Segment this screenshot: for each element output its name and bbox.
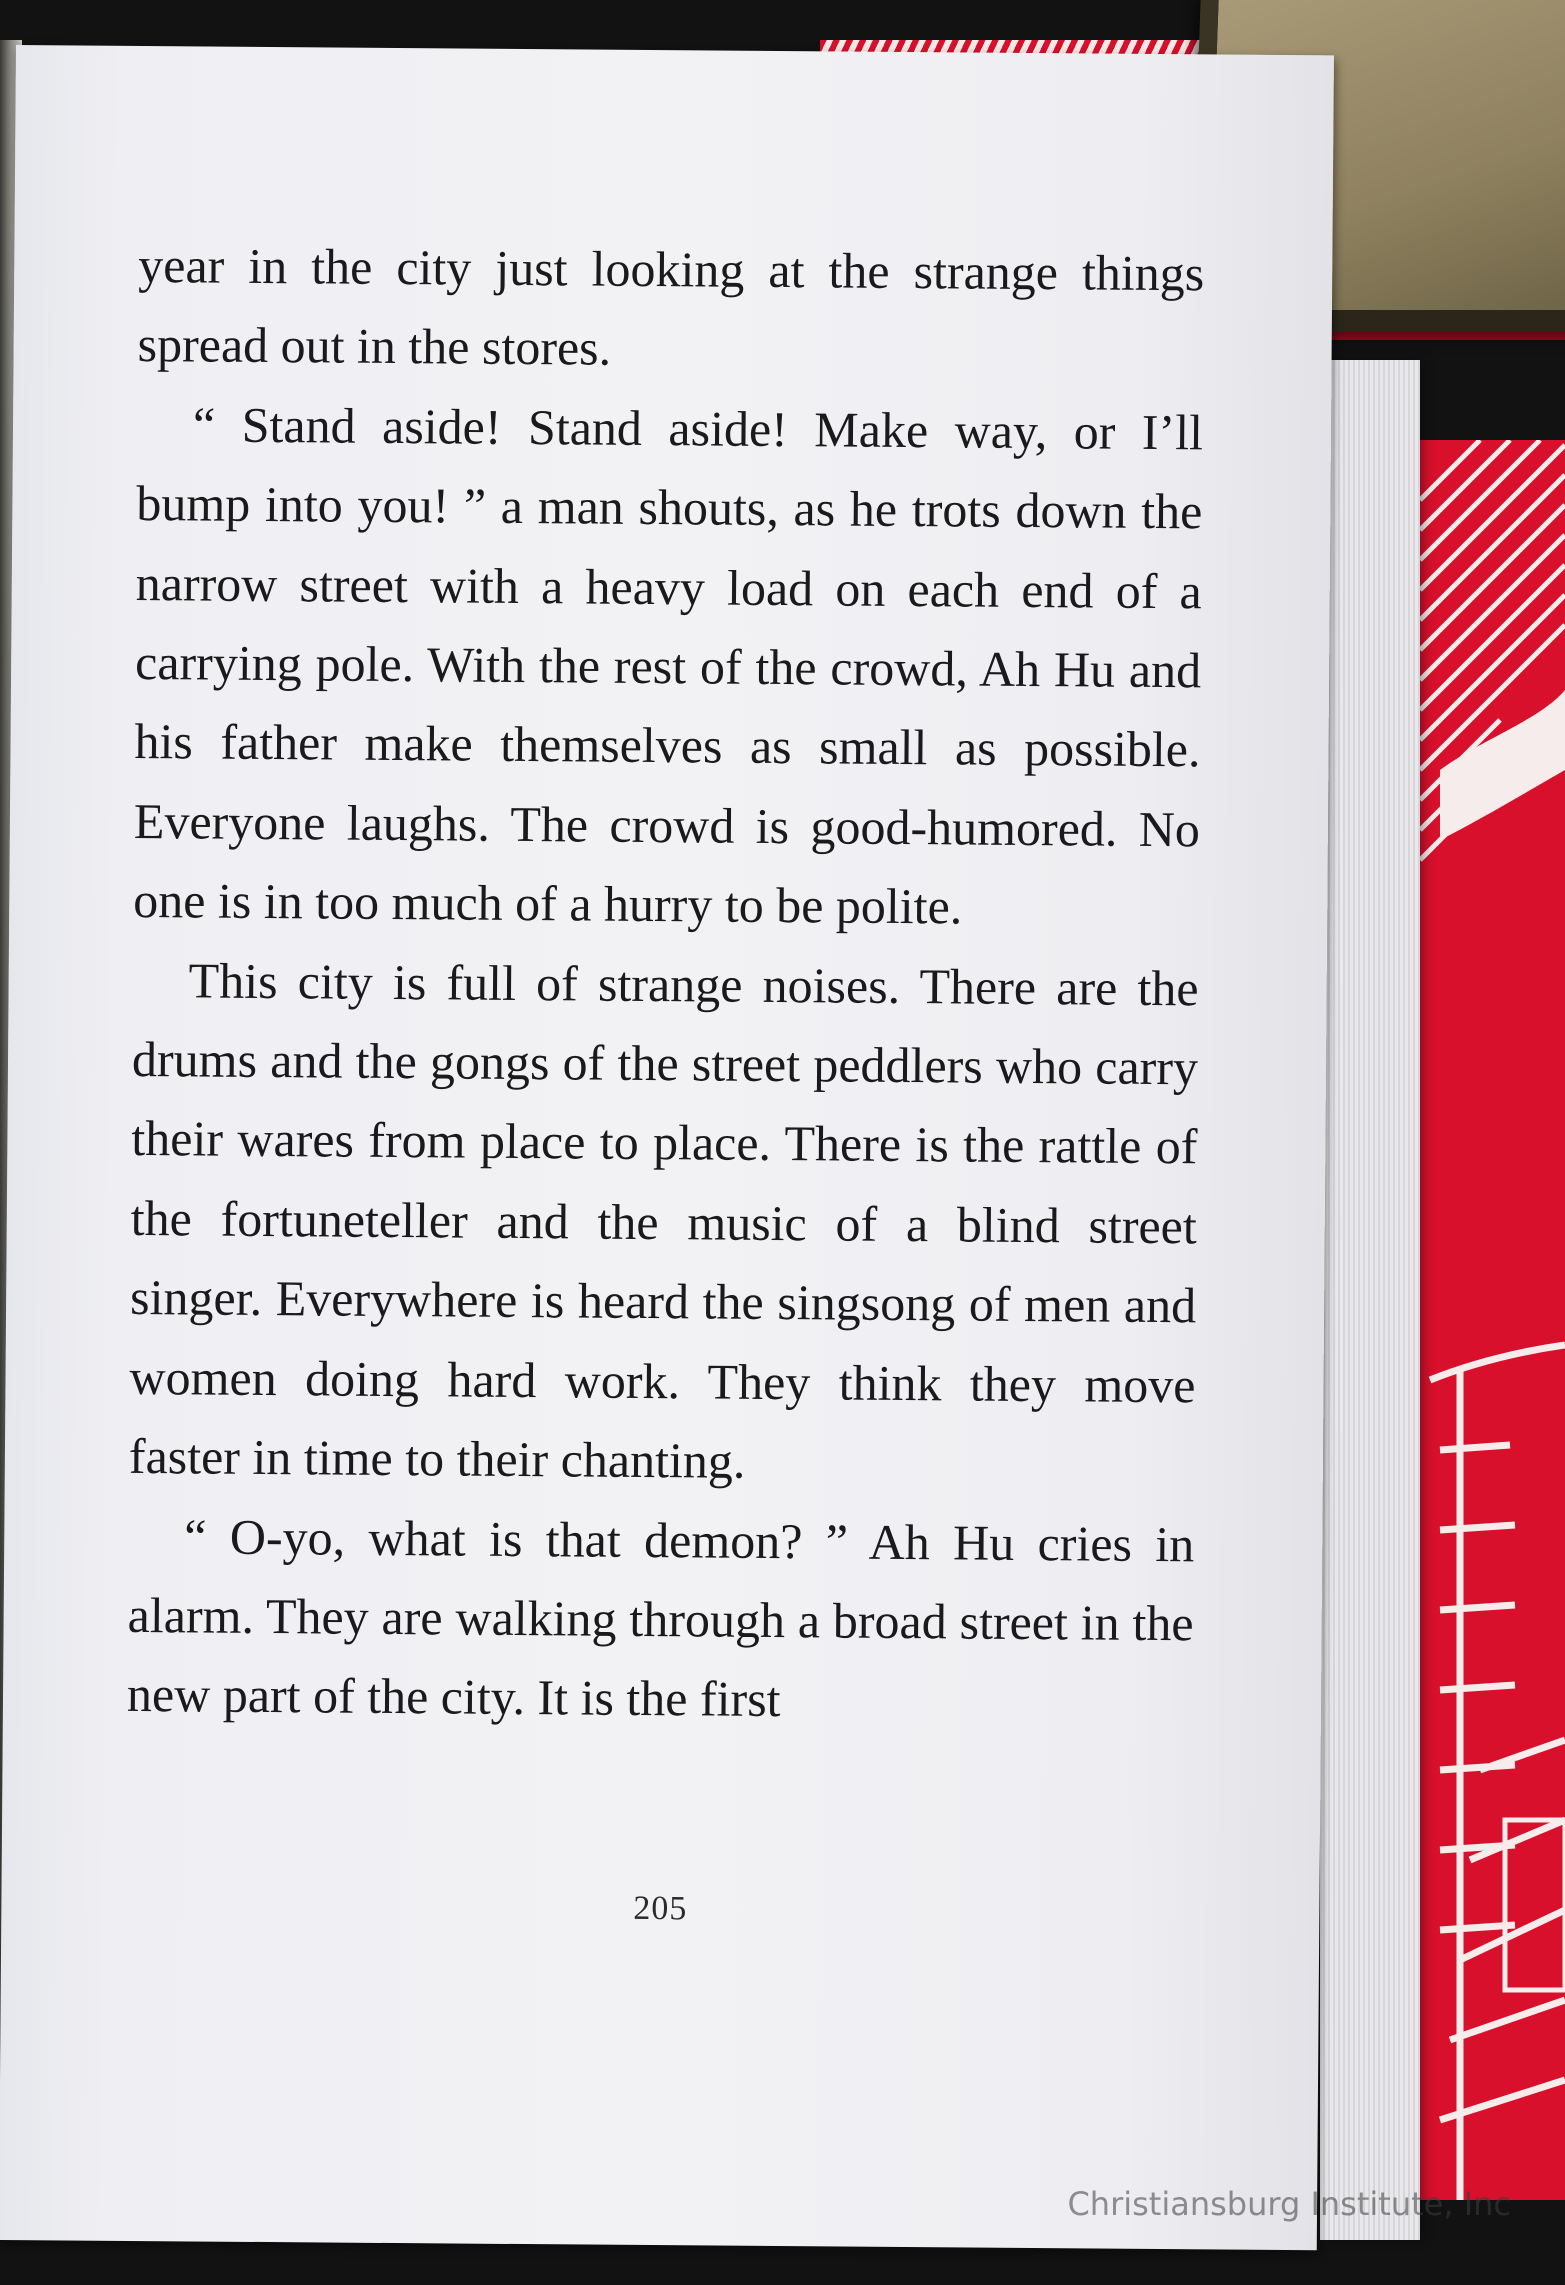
book-page: [0, 45, 1334, 2250]
paragraph-2: “ Stand aside! Stand aside! Make way, or I’ll bump into you! ” a man shouts, as he trots down the narrow street with a heavy load on each end of a carrying pole. With the rest of the crowd, Ah Hu and his father make themselves as small as possible. Everyone laughs. The crowd is good-humored. No one is in too much of a hurry to be polite.: [133, 396, 1204, 935]
page-text: [127, 226, 1205, 1743]
paragraph-4: “ O-yo, what is that demon? ” Ah Hu cries in alarm. They are walking through a broad street in the new part of the city. It is the first: [126, 1507, 1195, 1728]
page-number: 205: [633, 1889, 688, 1928]
watermark-text: Christiansburg Institute, Inc: [1067, 2185, 1511, 2223]
cover-illustration: [1420, 440, 1565, 2200]
white-shape: [1440, 690, 1565, 840]
page-edges: [1320, 360, 1420, 2240]
ship-rigging: [1430, 1345, 1565, 2200]
paragraph-1: year in the city just looking at the strange things spread out in the stores.: [137, 236, 1205, 377]
paragraph-3: This city is full of strange noises. There are the drums and the gongs of the street peddlers who carry their wares from place to place. There is the rattle of the fortuneteller and the music of a blind street singer. Everywhere is heard the singsong of men and women doing hard work. They think they move faster in time to their chanting.: [128, 952, 1199, 1489]
red-book-cover: [1420, 440, 1565, 2200]
